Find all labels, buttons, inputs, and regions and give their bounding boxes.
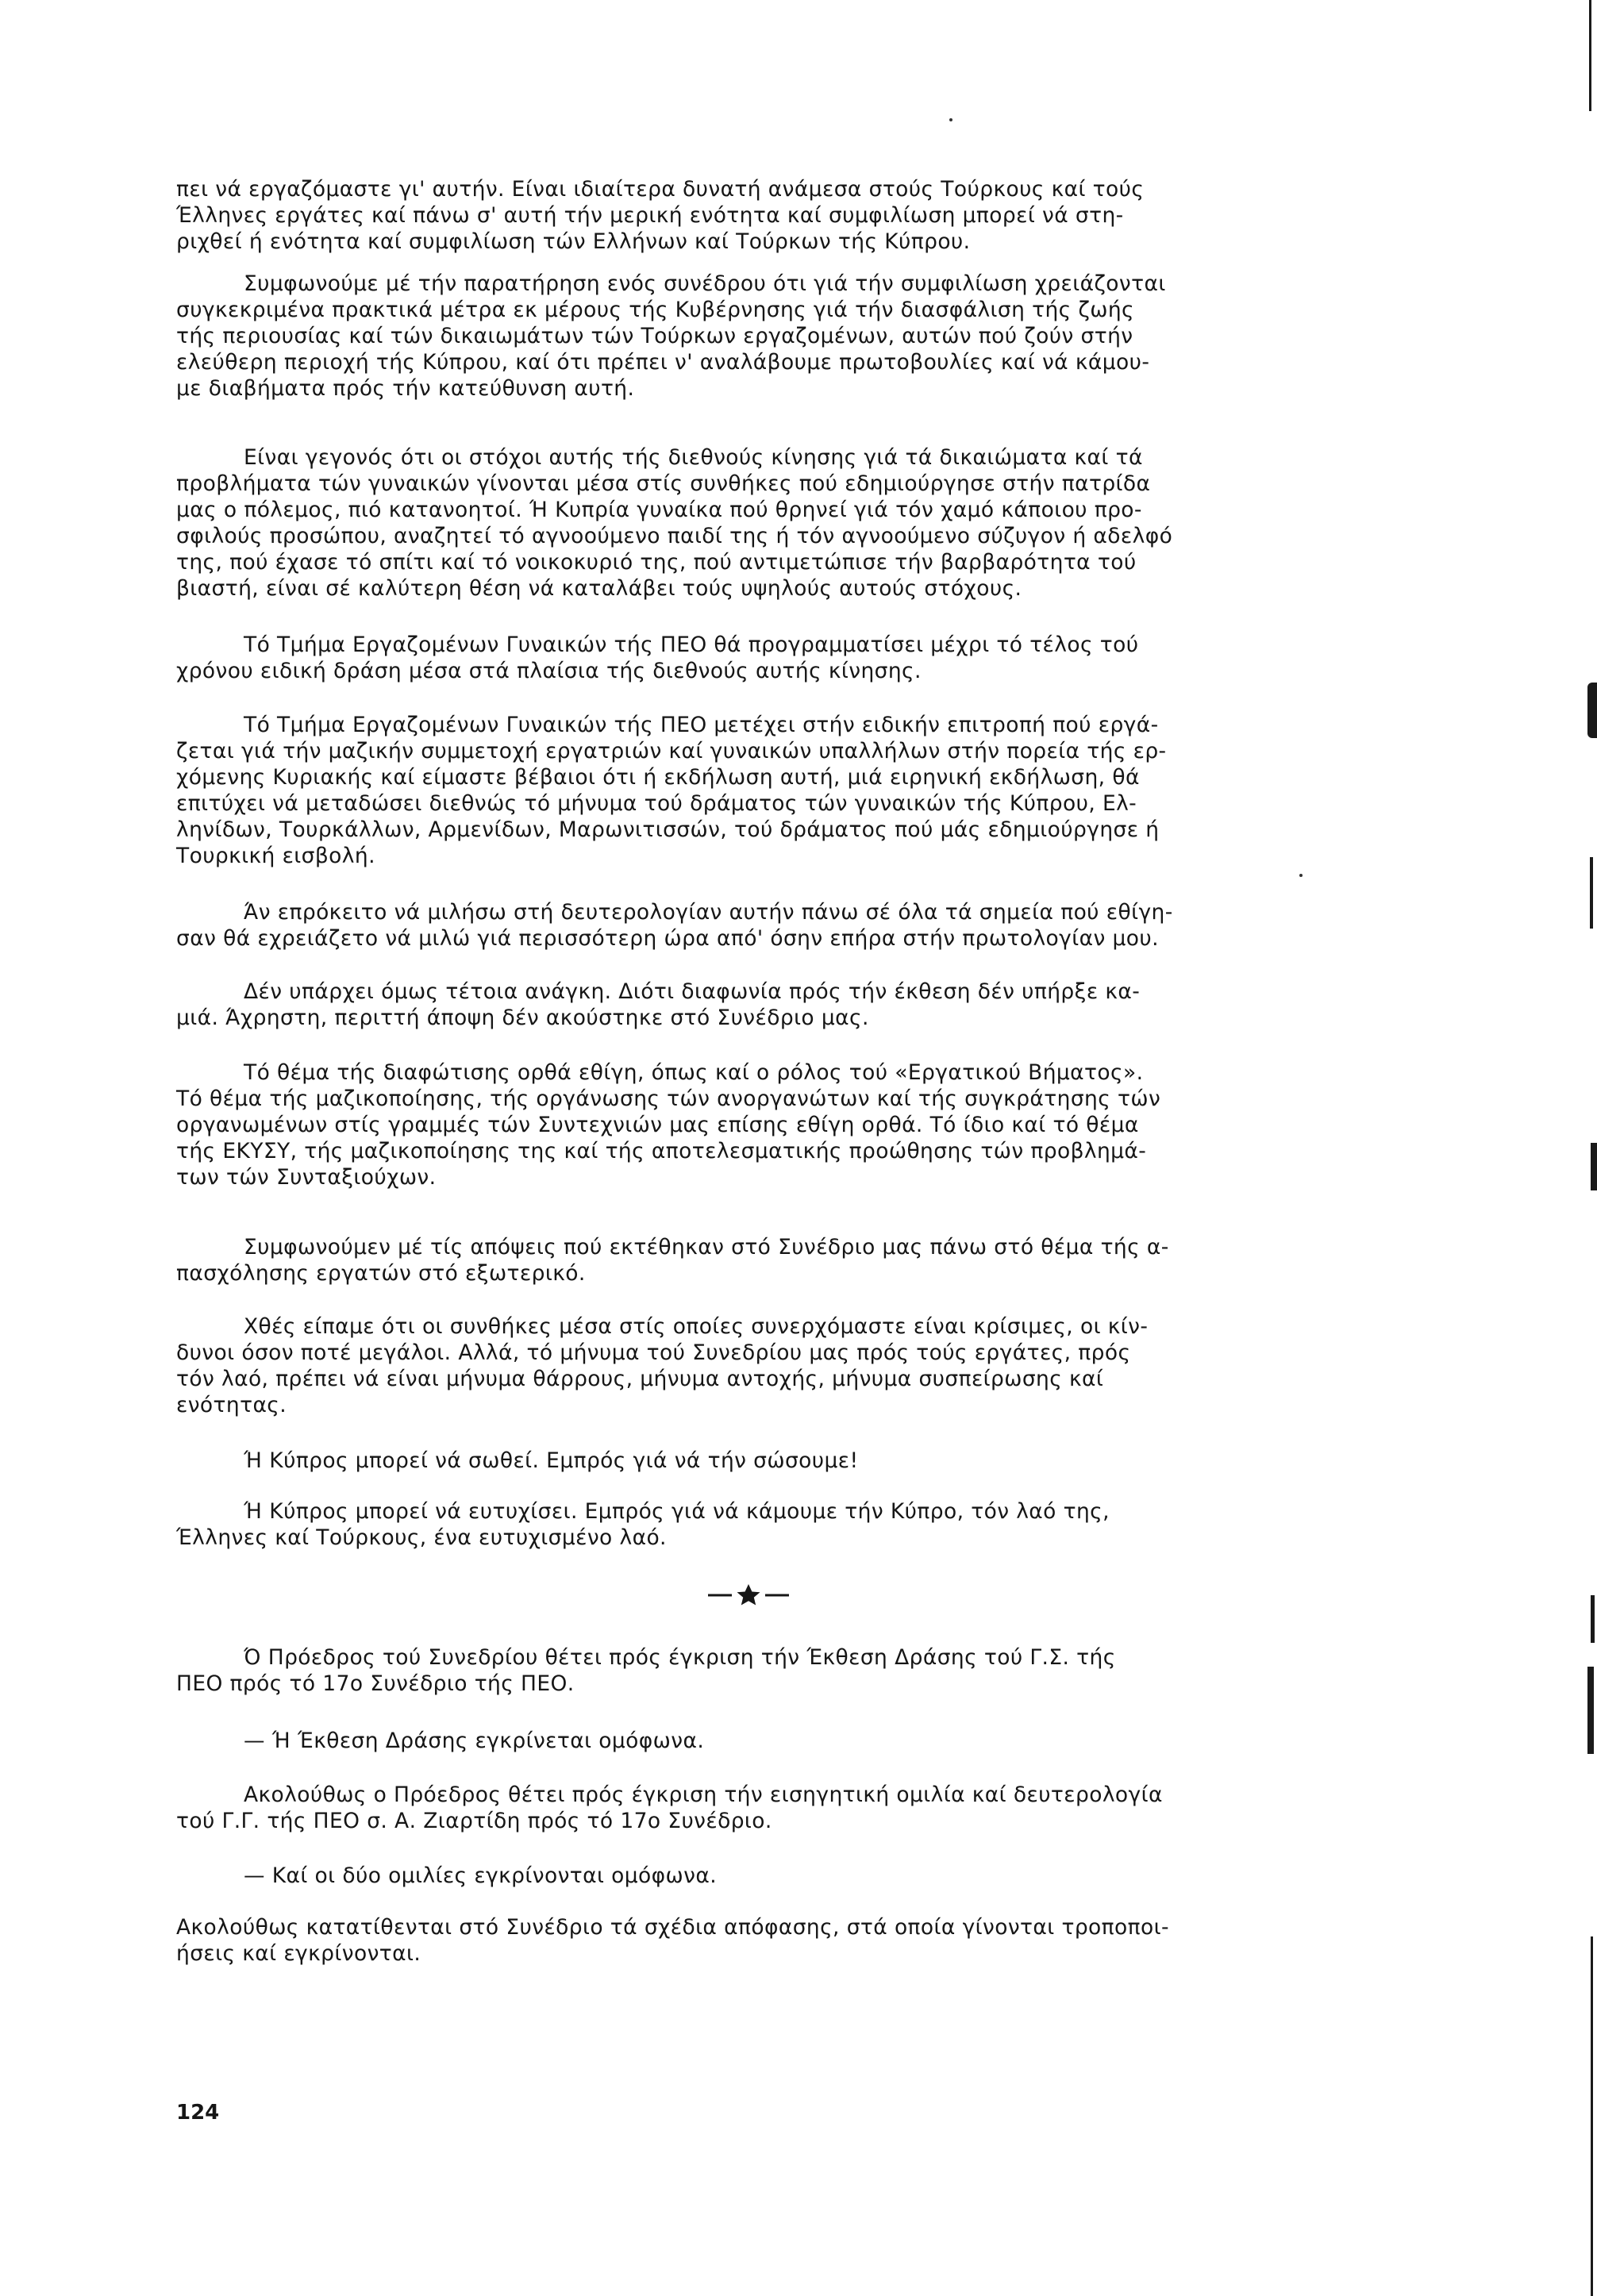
text-line: τού Γ.Γ. τής ΠΕΟ σ. Α. Ζιαρτίδη πρός τό 17ο Συνέδριο. (176, 1809, 772, 1833)
text-line: Τό Τμήμα Εργαζομένων Γυναικών τής ΠΕΟ θά προγραμματίσει μέχρι τό τέλος τού (244, 633, 1139, 657)
text-line: Δέν υπάρχει όμως τέτοια ανάγκη. Διότι διαφωνία πρός τήν έκθεση δέν υπήρξε κα- (244, 979, 1141, 1004)
scan-edge-mark (1587, 1667, 1594, 1754)
text-block (176, 444, 1362, 602)
text-line: των τών Συνταξιούχων. (176, 1165, 437, 1190)
paragraph (176, 979, 1362, 1031)
text-line: ενότητας. (176, 1393, 287, 1417)
text-block (176, 271, 1362, 402)
text-block (176, 1782, 1362, 1834)
text-line: Τό θέμα τής μαζικοποίησης, τής οργάνωσης τών ανοργανώτων καί τής συγκράτησης τών (176, 1086, 1161, 1111)
paragraph (176, 1498, 1362, 1551)
text-line: επιτύχει νά μεταδώσει διεθνώς τό μήνυμα τού δράματος τών γυναικών τής Κύπρου, Ελ- (176, 791, 1137, 816)
text-block (176, 1060, 1362, 1190)
text-block (176, 1644, 1362, 1697)
text-line: ελεύθερη περιοχή τής Κύπρου, καί ότι πρέπει ν' αναλάβουμε πρωτοβουλίες καί νά κάμου- (176, 350, 1150, 375)
text-block (176, 1498, 1362, 1551)
text-block (176, 1914, 1362, 1967)
text-line: ληνίδων, Τουρκάλλων, Αρμενίδων, Μαρωνιτισσών, τού δράματος πού μάς εδημιούργησε ή (176, 817, 1160, 842)
text-line: τής ΕΚΥΣΥ, τής μαζικοποίησης της καί τής αποτελεσματικής προώθησης τών προβλημά- (176, 1139, 1147, 1163)
scan-edge-mark (1590, 857, 1593, 929)
text-line: Ή Κύπρος μπορεί νά σωθεί. Εμπρός γιά νά τήν σώσουμε! (244, 1448, 859, 1473)
paragraph (176, 1060, 1362, 1190)
text-line: Τό θέμα τής διαφώτισης ορθά εθίγη, όπως καί ο ρόλος τού «Εργατικού Βήματος». (244, 1060, 1144, 1085)
paragraph (176, 271, 1362, 402)
text-line: Έλληνες καί Τούρκους, ένα ευτυχισμένο λαό. (176, 1525, 667, 1550)
text-line: Είναι γεγονός ότι οι στόχοι αυτής τής διεθνούς κίνησης γιά τά δικαιώματα καί τά (244, 445, 1143, 470)
text-block (176, 712, 1362, 869)
text-line: Τό Τμήμα Εργαζομένων Γυναικών τής ΠΕΟ μετέχει στήν ειδικήν επιτροπή πού εργά- (244, 713, 1159, 737)
text-line: Χθές είπαμε ότι οι συνθήκες μέσα στίς οποίες συνερχόμαστε είναι κρίσιμες, οι κίν- (244, 1314, 1149, 1339)
paragraph (176, 176, 1362, 255)
scan-speck (949, 118, 952, 121)
text-line: με διαβήματα πρός τήν κατεύθυνση αυτή. (176, 376, 635, 401)
text-line: Ή Κύπρος μπορεί νά ευτυχίσει. Εμπρός γιά νά κάμουμε τήν Κύπρο, τόν λαό της, (244, 1499, 1110, 1524)
text-block (176, 979, 1362, 1031)
text-line: βιαστή, είναι σέ καλύτερη θέση νά καταλάβει τούς υψηλούς αυτούς στόχους. (176, 576, 1022, 601)
paragraph (176, 1644, 1362, 1697)
text-line: Τουρκική εισβολή. (176, 844, 375, 868)
paragraph (176, 444, 1362, 602)
text-line: Άν επρόκειτο νά μιλήσω στή δευτερολογίαν αυτήν πάνω σέ όλα τά σημεία πού εθίγη- (244, 900, 1173, 925)
paragraph (176, 1728, 1362, 1754)
text-line: της, πού έχασε τό σπίτι καί τό νοικοκυριό της, πού αντιμετώπισε τήν βαρβαρότητα τού (176, 550, 1137, 575)
paragraph (176, 1448, 1362, 1474)
text-line: σφιλούς προσώπου, αναζητεί τό αγνοούμενο παιδί της ή τόν αγνοούμενο σύζυγον ή αδελφό (176, 524, 1173, 548)
text-line: ήσεις καί εγκρίνονται. (176, 1941, 421, 1966)
paragraph (176, 1313, 1362, 1418)
scan-edge-mark (1591, 1595, 1595, 1643)
text-line: Ακολούθως ο Πρόεδρος θέτει πρός έγκριση τήν εισηγητική ομιλία καί δευτερολογία (244, 1783, 1163, 1807)
text-line: Συμφωνούμεν μέ τίς απόψεις πού εκτέθηκαν στό Συνέδριο μας πάνω στό θέμα τής α- (244, 1235, 1169, 1260)
text-block (176, 632, 1362, 684)
text-line: — Καί οι δύο ομιλίες εγκρίνονται ομόφωνα. (244, 1863, 718, 1888)
text-block (176, 1728, 1362, 1754)
text-line: μας ο πόλεμος, πιό κατανοητοί. Ή Κυπρία γυναίκα πού θρηνεί γιά τόν χαμό κάποιου προ- (176, 498, 1142, 522)
text-block (176, 1863, 1362, 1889)
text-line: ΠΕΟ πρός τό 17ο Συνέδριο τής ΠΕΟ. (176, 1671, 575, 1696)
text-line: — Ή Έκθεση Δράσης εγκρίνεται ομόφωνα. (244, 1729, 705, 1753)
text-line: οργανωμένων στίς γραμμές τών Συντεχνιών μας επίσης εθίγη ορθά. Τό ίδιο καί τό θέμα (176, 1113, 1139, 1137)
paragraph (176, 1914, 1362, 1967)
text-block (176, 1448, 1362, 1474)
text-line: τής περιουσίας καί τών δικαιωμάτων τών Τούρκων εργαζομένων, αυτών πού ζούν στήν (176, 324, 1133, 348)
paragraph (176, 1863, 1362, 1889)
text-line: μιά. Άχρηστη, περιττή άποψη δέν ακούστηκε στό Συνέδριο μας. (176, 1006, 869, 1030)
text-block (176, 899, 1362, 952)
paragraph (176, 712, 1362, 869)
text-line: προβλήματα τών γυναικών γίνονται μέσα στίς συνθήκες πού εδημιούργησε στήν πατρίδα (176, 471, 1151, 496)
text-block-upper (176, 176, 1362, 255)
text-line: Ό Πρόεδρος τού Συνεδρίου θέτει πρός έγκριση τήν Έκθεση Δράσης τού Γ.Σ. τής (244, 1645, 1116, 1670)
page-number: 124 (176, 2101, 220, 2125)
text-block (176, 1313, 1362, 1418)
text-block (176, 1234, 1362, 1286)
scan-speck (1299, 874, 1303, 877)
text-line: χρόνου ειδική δράση μέσα στά πλαίσια τής διεθνούς αυτής κίνησης. (176, 659, 922, 683)
paragraph (176, 899, 1362, 952)
text-line: σαν θά εχρειάζετο νά μιλώ γιά περισσότερη ώρα από' όσην επήρα στήν πρωτολογίαν μου. (176, 926, 1159, 951)
scan-edge-mark (1589, 0, 1591, 111)
text-line: χόμενης Κυριακής καί είμαστε βέβαιοι ότι ή εκδήλωση αυτή, μιά ειρηνική εκδήλωση, θά (176, 765, 1140, 790)
text-line: δυνοι όσον ποτέ μεγάλοι. Αλλά, τό μήνυμα τού Συνεδρίου μας πρός τούς εργάτες, πρός (176, 1340, 1131, 1365)
text-line: Έλληνες εργάτες καί πάνω σ' αυτή τήν μερική ενότητα καί συμφιλίωση μπορεί νά στη- (176, 203, 1124, 228)
paragraph (176, 1782, 1362, 1834)
text-line: ριχθεί ή ενότητα καί συμφιλίωση τών Ελλήνων καί Τούρκων τής Κύπρου. (176, 229, 971, 254)
scan-edge-mark (1591, 1936, 1593, 2296)
scan-edge-mark (1591, 1143, 1597, 1190)
text-line: πει νά εργαζόμαστε γι' αυτήν. Είναι ιδιαίτερα δυνατή ανάμεσα στούς Τούρκους καί τούς (176, 177, 1145, 202)
text-line: Ακολούθως κατατίθενται στό Συνέδριο τά σχέδια απόφασης, στά οποία γίνονται τροποποι- (176, 1915, 1169, 1940)
text-line: τόν λαό, πρέπει νά είναι μήνυμα θάρρους, μήνυμα αντοχής, μήνυμα συσπείρωσης καί (176, 1367, 1104, 1391)
text-line: συγκεκριμένα πρακτικά μέτρα εκ μέρους τής Κυβέρνησης γιά τήν διασφάλιση τής ζωής (176, 298, 1134, 322)
text-line: ζεται γιά τήν μαζικήν συμμετοχή εργατριών καί γυναικών υπαλλήλων στήν πορεία τής ερ- (176, 739, 1167, 763)
paragraph (176, 632, 1362, 684)
star-separator-icon (705, 1583, 792, 1606)
text-line: πασχόλησης εργατών στό εξωτερικό. (176, 1261, 586, 1286)
paragraph (176, 1234, 1362, 1286)
text-line: Συμφωνούμε μέ τήν παρατήρηση ενός συνέδρου ότι γιά τήν συμφιλίωση χρειάζονται (244, 271, 1166, 296)
scan-edge-mark (1587, 683, 1597, 738)
